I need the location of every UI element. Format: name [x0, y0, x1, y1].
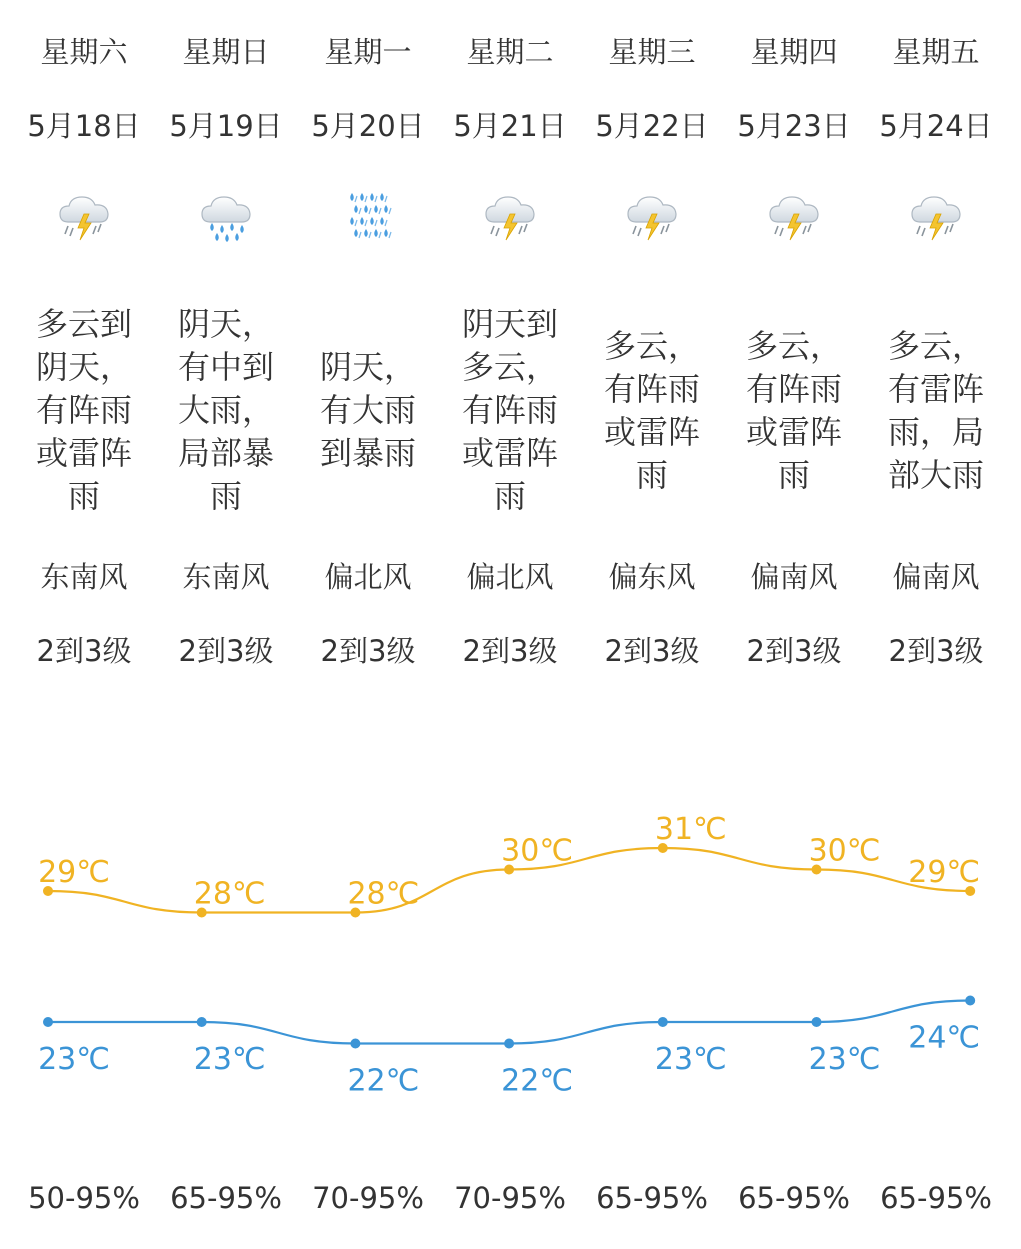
date-label: 5月21日 — [453, 109, 567, 143]
weekday-label: 星期五 — [892, 35, 980, 69]
heavy-rainstorm-icon — [338, 188, 398, 248]
low-temp-point — [812, 1017, 822, 1027]
wind-direction: 偏东风 — [608, 560, 696, 594]
wind-level: 2到3级 — [604, 634, 700, 668]
low-temp-label: 23℃ — [654, 1042, 727, 1077]
wind-level: 2到3级 — [746, 634, 842, 668]
high-temp-label: 29℃ — [38, 855, 110, 890]
humidity-range: 65-95% — [596, 1181, 708, 1215]
weather-description — [155, 303, 297, 518]
weather-description — [723, 303, 865, 518]
temperature-chart — [0, 780, 1021, 1099]
wind-level: 2到3级 — [888, 634, 984, 668]
date-label: 5月19日 — [169, 109, 283, 143]
high-temp-label: 28℃ — [347, 876, 420, 912]
low-temp-label: 24℃ — [908, 1020, 981, 1056]
humidity-range: 65-95% — [170, 1181, 282, 1215]
thunder-shower-icon — [54, 188, 114, 248]
low-temp-point — [43, 1017, 53, 1027]
description-text: 阴天，有中到大雨，局部暴雨 — [177, 305, 274, 515]
thunder-shower-icon — [480, 188, 540, 248]
high-temp-label: 31℃ — [654, 812, 727, 847]
date-label: 5月22日 — [595, 109, 709, 143]
low-temp-label: 23℃ — [38, 1042, 110, 1077]
wind-direction: 偏南风 — [750, 560, 838, 594]
description-text: 多云到阴天，有阵雨或雷阵雨 — [35, 305, 132, 515]
thunder-shower-icon — [906, 188, 966, 248]
weather-description — [865, 303, 1007, 518]
wind-direction: 偏北风 — [466, 560, 554, 594]
weather-description — [581, 303, 723, 518]
humidity-range: 70-95% — [312, 1181, 424, 1215]
description-text: 多云，有阵雨或雷阵雨 — [603, 326, 700, 494]
weekday-label: 星期日 — [182, 35, 270, 69]
high-temp-label: 28℃ — [193, 876, 266, 912]
moderate-heavy-rain-icon — [196, 188, 256, 248]
weekday-label: 星期三 — [608, 35, 696, 69]
wind-direction: 东南风 — [40, 560, 128, 594]
wind-direction: 偏北风 — [324, 560, 412, 594]
humidity-range: 70-95% — [454, 1181, 566, 1215]
high-temp-label: 30℃ — [501, 833, 574, 869]
wind-direction: 偏南风 — [892, 560, 980, 594]
low-temp-point — [350, 1039, 360, 1049]
wind-level: 2到3级 — [36, 634, 132, 668]
weather-description — [13, 303, 155, 518]
date-label: 5月24日 — [879, 109, 993, 143]
description-text: 阴天到多云，有阵雨或雷阵雨 — [461, 305, 558, 515]
description-text: 多云，有阵雨或雷阵雨 — [745, 326, 842, 494]
weekday-label: 星期二 — [466, 35, 554, 69]
humidity-range: 65-95% — [738, 1181, 850, 1215]
low-temp-label: 22℃ — [501, 1063, 574, 1099]
humidity-range: 50-95% — [28, 1181, 140, 1215]
low-temp-label: 22℃ — [347, 1063, 420, 1099]
date-label: 5月18日 — [27, 109, 141, 143]
date-label: 5月23日 — [737, 109, 851, 143]
low-temp-label: 23℃ — [808, 1042, 881, 1077]
wind-level: 2到3级 — [178, 634, 274, 668]
low-temp-line — [48, 1001, 970, 1044]
thunder-shower-icon — [622, 188, 682, 248]
weekday-label: 星期六 — [40, 35, 128, 69]
description-text: 多云，有雷阵雨，局部大雨 — [887, 326, 984, 494]
description-text: 阴天，有大雨到暴雨 — [319, 348, 416, 472]
wind-direction: 东南风 — [182, 560, 270, 594]
low-temp-point — [965, 996, 975, 1006]
date-label: 5月20日 — [311, 109, 425, 143]
weather-description — [439, 303, 581, 518]
weekday-label: 星期一 — [324, 35, 412, 69]
low-temp-point — [504, 1039, 514, 1049]
low-temp-point — [658, 1017, 668, 1027]
weekday-label: 星期四 — [750, 35, 838, 69]
thunder-shower-icon — [764, 188, 824, 248]
high-temp-label: 29℃ — [908, 855, 981, 890]
wind-level: 2到3级 — [320, 634, 416, 668]
wind-level: 2到3级 — [462, 634, 558, 668]
humidity-range: 65-95% — [880, 1181, 992, 1215]
low-temp-label: 23℃ — [193, 1042, 266, 1077]
high-temp-label: 30℃ — [808, 833, 881, 869]
weather-description — [297, 303, 439, 518]
low-temp-point — [197, 1017, 207, 1027]
